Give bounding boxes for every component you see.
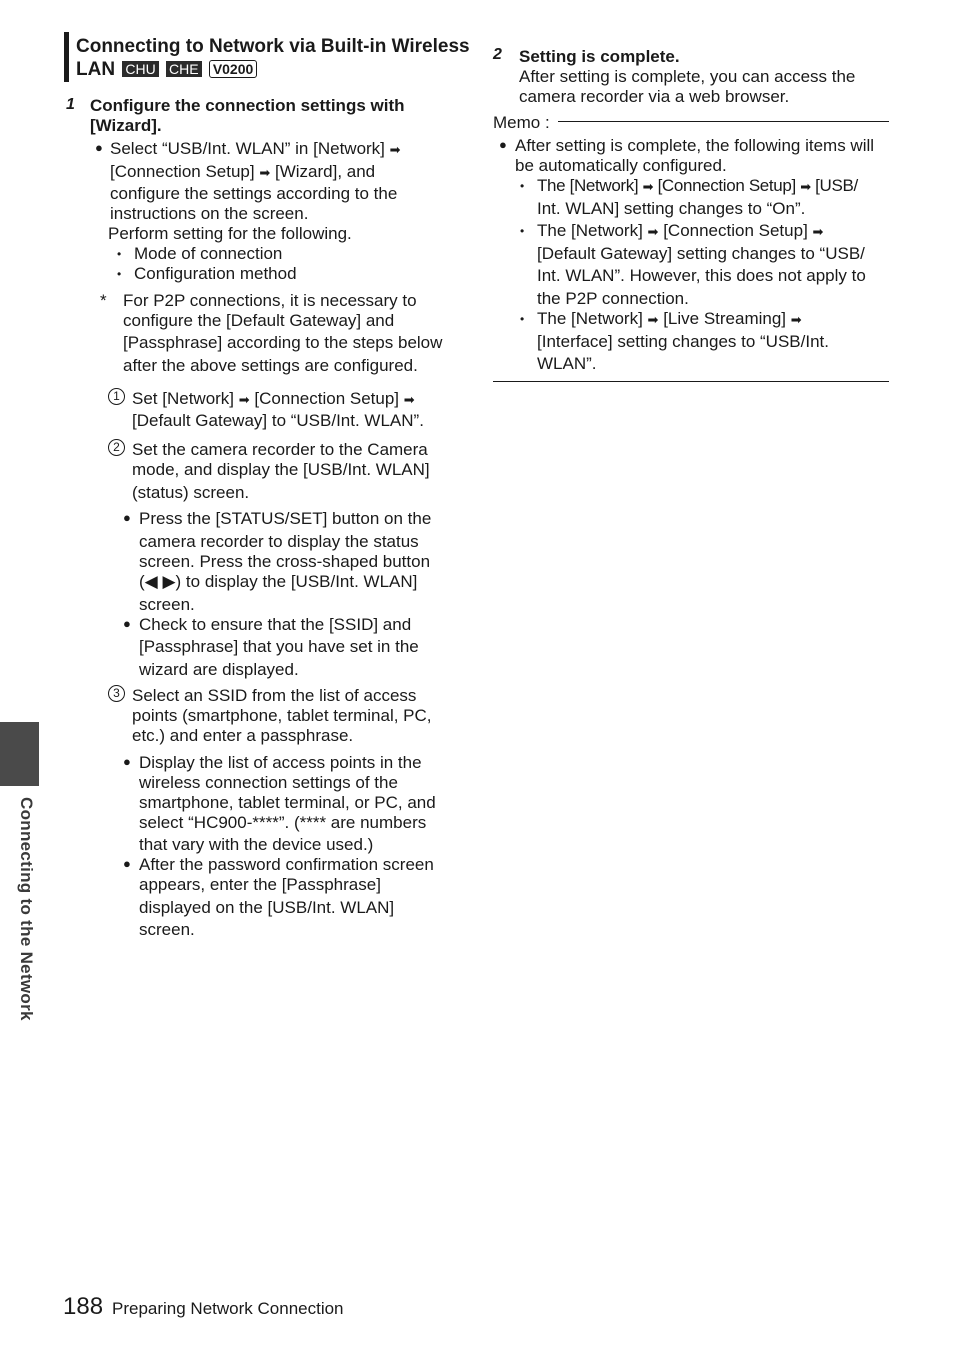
- heading-bar: [64, 32, 69, 82]
- arrow-right-icon: ➡: [790, 312, 802, 327]
- text-line: that vary with the device used.): [139, 835, 374, 854]
- text-line: select “HC900-****”. (**** are numbers: [139, 813, 427, 832]
- circled-number: 3: [108, 685, 125, 702]
- text-line: After setting is complete, you can access the: [519, 67, 856, 86]
- text-line: After the password confirmation screen: [139, 855, 434, 874]
- text-span: Select “USB/Int. WLAN” in [Network]: [110, 139, 385, 158]
- note-line: [Passphrase] according to the steps below: [123, 333, 443, 352]
- chapter-tab: [0, 722, 39, 786]
- text-line: points (smartphone, tablet terminal, PC,: [132, 706, 432, 725]
- list-dot: •: [117, 267, 122, 281]
- text-line: (◀ ▶) to display the [USB/Int. WLAN]: [139, 572, 418, 591]
- section-title-text: Connecting to Network via Built-in Wireless LAN: [76, 36, 470, 80]
- text-line: Int. WLAN”. However, this does not apply to: [537, 266, 866, 285]
- text-line: appears, enter the [Passphrase]: [139, 875, 381, 894]
- arrow-right-icon: ➡: [403, 392, 415, 407]
- circled-number: 1: [108, 388, 125, 405]
- section-title: [76, 35, 476, 81]
- text-line: [110, 162, 375, 183]
- text-line: Check to ensure that the [SSID] and: [139, 615, 412, 634]
- list-item: Mode of connection: [134, 244, 283, 263]
- arrow-right-icon: ➡: [389, 142, 401, 157]
- text-line: camera recorder to display the status: [139, 532, 419, 551]
- memo-label: Memo :: [493, 113, 550, 132]
- text-line: Press the [STATUS/SET] button on the: [139, 509, 432, 528]
- text-span: [Connection Setup]: [110, 162, 255, 181]
- text-line: screen. Press the cross-shaped button: [139, 552, 431, 571]
- badge-che: CHE: [166, 61, 202, 77]
- note-mark: *: [100, 291, 107, 310]
- text-line: wireless connection settings of the: [139, 773, 398, 792]
- note-line: For P2P connections, it is necessary to: [123, 291, 417, 310]
- bullet-dot: ●: [123, 856, 131, 871]
- step-heading: Setting is complete.: [519, 47, 680, 66]
- bullet-dot: ●: [95, 140, 103, 155]
- bullet-dot: ●: [123, 754, 131, 769]
- arrow-right-icon: ➡: [647, 224, 659, 239]
- text-line: After setting is complete, the following items will: [515, 136, 875, 155]
- text-span: [USB/: [815, 176, 858, 195]
- text-line: [537, 309, 802, 330]
- text-line: the P2P connection.: [537, 289, 689, 308]
- text-line: camera recorder via a web browser.: [519, 87, 790, 106]
- note-line: after the above settings are configured.: [123, 356, 418, 375]
- arrow-right-icon: ➡: [800, 179, 811, 194]
- text-line: [132, 389, 415, 410]
- step-heading: Configure the connection settings with [Wizard].: [90, 96, 405, 135]
- badge-version: V0200: [209, 60, 257, 78]
- text-line: Perform setting for the following.: [108, 224, 352, 243]
- step-number: 1: [66, 96, 75, 113]
- text-line: [537, 221, 823, 242]
- text-line: Int. WLAN] setting changes to “On”.: [537, 199, 806, 218]
- text-line: be automatically configured.: [515, 156, 727, 175]
- text-line: instructions on the screen.: [110, 204, 309, 223]
- text-span: [Connection Setup]: [254, 389, 400, 408]
- bullet-dot: ●: [123, 510, 131, 525]
- text-span: [Connection Setup]: [663, 221, 808, 240]
- arrow-right-icon: ➡: [642, 179, 654, 194]
- list-item: Configuration method: [134, 264, 297, 283]
- text-line: mode, and display the [USB/Int. WLAN]: [132, 460, 430, 479]
- list-dot: •: [520, 179, 525, 193]
- text-line: Select an SSID from the list of access: [132, 686, 417, 705]
- text-line: screen.: [139, 595, 195, 614]
- text-span: The [Network]: [537, 309, 643, 328]
- text-line: [537, 176, 858, 197]
- text-span: The [Network]: [537, 221, 643, 240]
- step-number: 2: [493, 46, 502, 63]
- text-line: (status) screen.: [132, 483, 250, 502]
- text-span: [Connection Setup]: [657, 176, 796, 195]
- bullet-dot: ●: [499, 137, 507, 152]
- list-dot: •: [117, 247, 122, 261]
- text-span: [Live Streaming]: [663, 309, 787, 328]
- text-span: Set [Network]: [132, 389, 235, 408]
- text-line: wizard are displayed.: [139, 660, 299, 679]
- text-line: Display the list of access points in the: [139, 753, 422, 772]
- text-span: [Wizard], and: [274, 162, 376, 181]
- text-line: [110, 139, 401, 160]
- memo-rule: [558, 121, 889, 122]
- text-line: screen.: [139, 920, 195, 939]
- memo-end-rule: [493, 381, 889, 382]
- text-line: smartphone, tablet terminal, or PC, and: [139, 793, 436, 812]
- text-line: [Interface] setting changes to “USB/Int.: [537, 332, 829, 351]
- badge-chu: CHU: [122, 61, 158, 77]
- text-line: [Default Gateway] setting changes to “USB/: [537, 244, 865, 263]
- arrow-right-icon: ➡: [647, 312, 659, 327]
- list-dot: •: [520, 312, 525, 326]
- text-line: displayed on the [USB/Int. WLAN]: [139, 898, 395, 917]
- chapter-side-label: Connecting to the Network: [17, 797, 36, 1021]
- page-number: 188: [63, 1293, 104, 1320]
- note-line: configure the [Default Gateway] and: [123, 311, 395, 330]
- text-line: Set the camera recorder to the Camera: [132, 440, 428, 459]
- list-dot: •: [520, 224, 525, 238]
- arrow-right-icon: ➡: [259, 165, 271, 180]
- arrow-right-icon: ➡: [238, 392, 250, 407]
- text-line: configure the settings according to the: [110, 184, 398, 203]
- bullet-dot: ●: [123, 616, 131, 631]
- text-line: etc.) and enter a passphrase.: [132, 726, 354, 745]
- footer-chapter: Preparing Network Connection: [112, 1299, 344, 1318]
- circled-number: 2: [108, 439, 125, 456]
- text-span: The [Network]: [537, 176, 639, 195]
- arrow-right-icon: ➡: [812, 224, 824, 239]
- text-line: [Passphrase] that you have set in the: [139, 637, 419, 656]
- text-line: WLAN”.: [537, 354, 597, 373]
- text-line: [Default Gateway] to “USB/Int. WLAN”.: [132, 411, 424, 430]
